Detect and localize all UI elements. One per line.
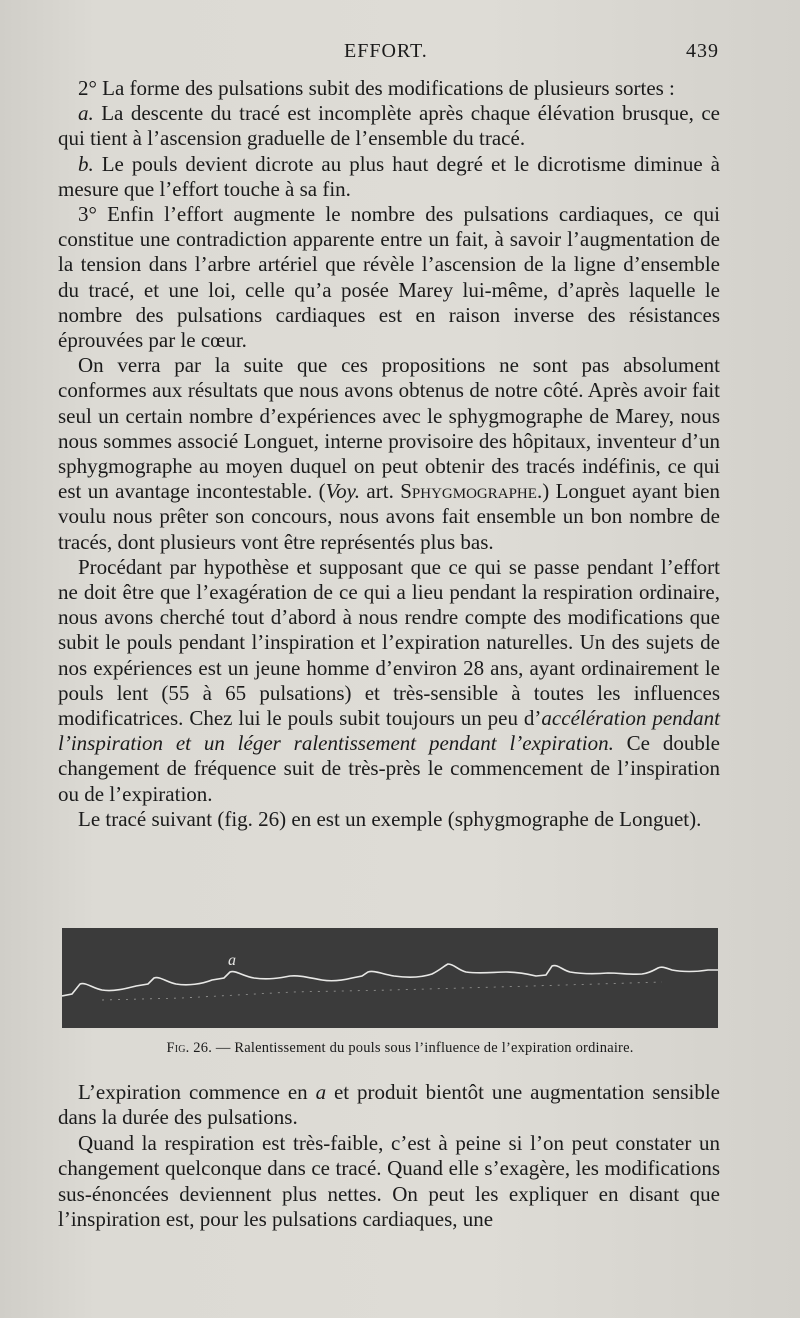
paragraph-4: 3° Enfin l’effort augmente le nombre des pulsations cardiaques, ce qui constitue une contradiction apparente entre un fait, à savoir l’augmentation de la tension dans l’arbre artériel que révèle l’ascension de la ligne d’ensemble du tracé, et une loi, celle qu’a posée Marey lui-même, d’après laquelle le nombre des pulsations cardiaques est en raison inverse des résistances éprouvées par le cœur. bbox=[58, 202, 720, 353]
paragraph-6 bbox=[58, 555, 720, 807]
paragraph-3 bbox=[58, 152, 720, 202]
paragraph-8-part-b: et produit bientôt une augmentation sensible dans la durée des pulsations. bbox=[58, 1080, 720, 1130]
figure-caption bbox=[0, 1040, 800, 1057]
paragraph-3-text: Le pouls devient dicrote au plus haut degré et le dicrotisme diminue à mesure que l’effort touche à sa fin. bbox=[58, 151, 720, 201]
paragraph-6-part-a: Procédant par hypothèse et supposant que ce qui se passe pendant l’effort ne doit être que l’exagération de ce qui a lieu pendant la respiration ordinaire, nous avons cherché tout d’abord à nous rendre compte des modifications que subit le pouls pendant l’inspiration et l’expiration naturelles. Un des sujets de nos expériences est un jeune homme d’environ 28 ans, ayant ordinairement le pouls lent (55 à 65 pulsations) et très-sensible à toutes les influences modificatrices. Chez lui le pouls subit toujours un peu d’ bbox=[58, 554, 720, 731]
item-label-b: b. bbox=[78, 151, 94, 176]
paragraph-6-emphasis: accélération pendant l’inspiration et un léger ralentissement pendant l’expiration. bbox=[58, 706, 720, 756]
body-text-upper bbox=[58, 76, 720, 832]
paragraph-2-text: La descente du tracé est incomplète après chaque élévation brusque, ce qui tient à l’ascension graduelle de l’ensemble du tracé. bbox=[58, 101, 720, 151]
pulse-trace-figure bbox=[62, 928, 718, 1028]
page-number: 439 bbox=[686, 40, 719, 62]
paragraph-5-part-a: On verra par la suite que ces propositions ne sont pas absolument conformes aux résultats que nous avons obtenus de notre côté. Après avoir fait seul un certain nombre d’expériences avec le sphygmographe de Marey, nous nous sommes associé Longuet, interne provisoire des hôpitaux, inventeur d’un sphygmographe au moyen duquel on peut obtenir des tracés indéfinis, ce qui est un avantage incontestable. ( bbox=[58, 353, 720, 504]
paragraph-5 bbox=[58, 353, 720, 555]
paragraph-9: Quand la respiration est très-faible, c’est à peine si l’on peut constater un changement quelconque dans ce tracé. Quand elle s’exagère, les modifications sus-énoncées deviennent plus nettes. On peut les expliquer en disant que l’inspiration est, pour les pulsations cardiaques, une bbox=[58, 1130, 720, 1232]
paragraph-2 bbox=[58, 101, 720, 151]
trace-marker-a: a bbox=[228, 952, 236, 969]
paragraph-7: Le tracé suivant (fig. 26) en est un exemple (sphygmographe de Longuet). bbox=[78, 806, 702, 831]
paragraph-8 bbox=[58, 1080, 720, 1131]
paragraph-6-part-b: Ce double changement de fréquence suit de très-près le commencement de l’inspiration ou de l’expiration. bbox=[58, 731, 720, 806]
page-header bbox=[0, 40, 800, 70]
paragraph-5-part-c: .) Longuet ayant bien voulu nous prêter son concours, nous avons fait ensemble un bon nombre de tracés, dont plusieurs vont être représentés plus bas. bbox=[58, 479, 721, 554]
paragraph-1: 2° La forme des pulsations subit des modifications de plusieurs sortes : bbox=[78, 76, 675, 100]
paragraph-8-emphasis: a bbox=[315, 1080, 327, 1104]
pulse-trace-svg bbox=[62, 928, 718, 1028]
paragraph-5-smallcaps: Sphygmographe bbox=[400, 479, 537, 504]
item-label-a: a. bbox=[78, 101, 94, 126]
running-title: EFFORT. bbox=[344, 40, 428, 62]
paragraph-5-part-b: art. bbox=[360, 479, 401, 504]
caption-text: — Ralentissement du pouls sous l’influence de l’expiration ordinaire. bbox=[212, 1040, 634, 1056]
paragraph-8-part-a: L’expiration commence en bbox=[78, 1080, 316, 1104]
paragraph-5-voy: Voy. bbox=[325, 479, 361, 504]
body-text-lower bbox=[58, 1080, 720, 1232]
caption-label: Fig. 26. bbox=[166, 1040, 213, 1056]
